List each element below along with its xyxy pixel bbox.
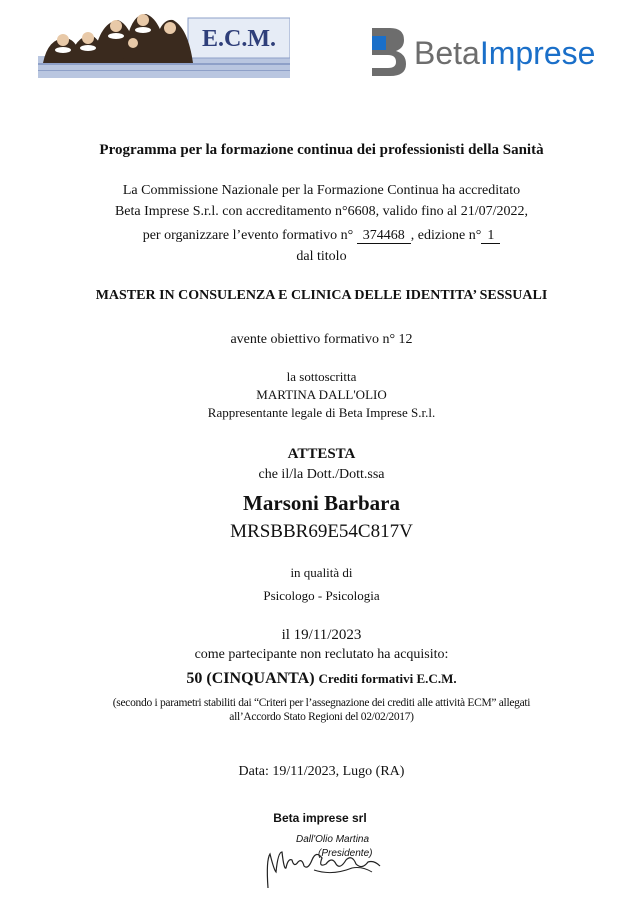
intro-line-1: La Commissione Nazionale per la Formazione Continua ha accreditato bbox=[122, 183, 521, 198]
note-line-2: all’Accordo Stato Regioni del 02/02/2017) bbox=[229, 711, 414, 723]
svg-text:E.C.M.: E.C.M. bbox=[202, 26, 276, 52]
stamp-company: Beta imprese srl bbox=[273, 811, 367, 825]
edition-number: 1 bbox=[481, 229, 500, 244]
signature bbox=[262, 840, 387, 892]
place-date: Data: 19/11/2023, Lugo (RA) bbox=[238, 764, 405, 779]
intro-line-4: dal titolo bbox=[296, 249, 347, 264]
signatory-name: MARTINA DALL'OLIO bbox=[256, 387, 387, 402]
intro-line-2: Beta Imprese S.r.l. con accreditamento n°6608, valido fino al 21/07/2022, bbox=[114, 204, 529, 219]
credits-label: Crediti formativi E.C.M. bbox=[318, 671, 457, 686]
beta-imprese-logo bbox=[370, 24, 615, 80]
svg-text:BetaImprese: BetaImprese bbox=[414, 35, 596, 71]
event-prefix: per organizzare l’evento formativo n° bbox=[142, 228, 354, 243]
course-title: MASTER IN CONSULENZA E CLINICA DELLE IDENTITA’ SESSUALI bbox=[95, 288, 548, 303]
attesta: ATTESTA bbox=[287, 446, 356, 462]
stamp-name: Dall'Olio Martina bbox=[296, 834, 370, 845]
event-number: 374468 bbox=[357, 229, 411, 244]
date-line: il 19/11/2023 bbox=[281, 627, 362, 643]
objective: avente obiettivo formativo n° 12 bbox=[230, 332, 413, 347]
recipient-label: che il/la Dott./Dott.ssa bbox=[258, 467, 385, 482]
stamp-title: (Presidente) bbox=[318, 848, 373, 859]
credits-amount: 50 (CINQUANTA) bbox=[186, 670, 315, 687]
credits-line bbox=[0, 669, 643, 688]
recipient-name: Marsoni Barbara bbox=[243, 491, 400, 515]
fiscal-code: MRSBBR69E54C817V bbox=[230, 521, 413, 542]
edition-prefix: , edizione n° bbox=[410, 228, 482, 243]
ecm-logo bbox=[38, 8, 290, 84]
heading: Programma per la formazione continua dei professionisti della Sanità bbox=[99, 142, 544, 158]
note-line-1: (secondo i parametri stabiliti dai “Criteri per l’assegnazione dei crediti alle attività ECM” allegati bbox=[112, 697, 531, 709]
quality-label: in qualità di bbox=[290, 565, 353, 580]
participant-line: come partecipante non reclutato ha acquisito: bbox=[194, 647, 449, 662]
signatory-role: Rappresentante legale di Beta Imprese S.r.l. bbox=[207, 405, 436, 420]
signatory-label: la sottoscritta bbox=[286, 369, 357, 384]
intro-line-3 bbox=[0, 228, 643, 245]
profession: Psicologo - Psicologia bbox=[263, 588, 380, 603]
